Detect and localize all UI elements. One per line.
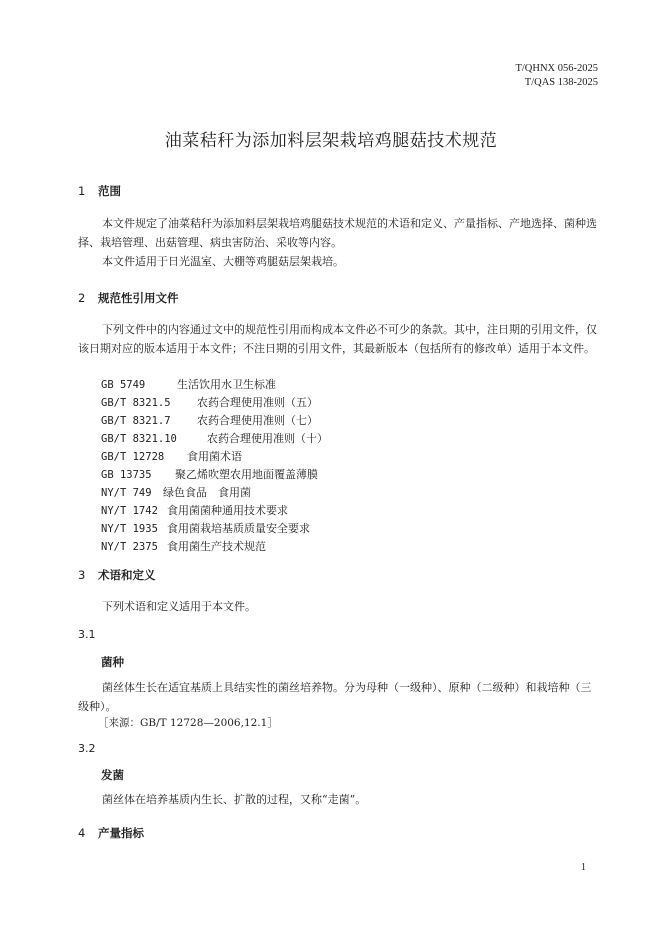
document-title: 油菜秸秆为添加料层架栽培鸡腿菇技术规范 — [164, 131, 498, 151]
reference-item — [101, 412, 318, 428]
reference-code: GB 13735 — [101, 469, 152, 481]
reference-title: 食用菌生产技术规范 — [167, 540, 266, 553]
section-title: 产量指标 — [98, 826, 144, 840]
section-number: 1 — [78, 184, 86, 198]
term-name: 菌种 — [101, 655, 124, 669]
reference-item — [101, 520, 310, 536]
standard-code: T/QAS 138-2025 — [524, 77, 598, 88]
section-title: 术语和定义 — [98, 568, 156, 582]
section-number: 3 — [78, 568, 86, 582]
reference-code: NY/T 1742 — [101, 505, 158, 517]
paragraph: 本文件适用于日光温室、大棚等鸡腿菇层架栽培。 — [102, 255, 344, 268]
reference-title: 食用菌栽培基质质量安全要求 — [167, 522, 310, 535]
reference-item — [101, 376, 276, 392]
reference-title: 食用菌术语 — [187, 450, 242, 463]
reference-code: GB/T 8321.7 — [101, 415, 171, 427]
reference-code: GB/T 8321.10 — [101, 433, 177, 445]
reference-item — [101, 466, 318, 482]
paragraph: 下列术语和定义适用于本文件。 — [102, 600, 256, 613]
reference-code: NY/T 1935 — [101, 523, 158, 535]
section-number: 4 — [78, 826, 86, 840]
term-definition: 菌丝体在培养基质内生长、扩散的过程，又称“走菌”。 — [102, 793, 367, 806]
paragraph: 下列文件中的内容通过文中的规范性引用而构成本文件必不可少的条款。其中，注日期的引用文件，仅该日期对应的版本适用于本文件；不注日期的引用文件，其最新版本（包括所有的修改单）适用于本文件。 — [78, 323, 597, 355]
reference-item — [101, 502, 288, 518]
paragraph: 本文件规定了油菜秸秆为添加料层架栽培鸡腿菇技术规范的术语和定义、产量指标、产地选择、菌种选择、栽培管理、出菇管理、病虫害防治、采收等内容。 — [78, 217, 597, 249]
reference-code: NY/T 2375 — [101, 541, 158, 553]
reference-title: 绿色食品 食用菌 — [163, 486, 251, 499]
reference-code: GB 5749 — [101, 379, 146, 391]
reference-code: GB/T 12728 — [101, 451, 165, 463]
clause-number: 3.2 — [78, 742, 96, 755]
section-number: 2 — [78, 291, 86, 305]
reference-item — [101, 448, 242, 464]
reference-title: 农药合理使用准则（五） — [197, 396, 318, 409]
term-name: 发菌 — [101, 768, 124, 782]
standard-code: T/QHNX 056-2025 — [515, 63, 598, 74]
reference-title: 食用菌菌种通用技术要求 — [167, 504, 288, 517]
reference-title: 农药合理使用准则（十） — [207, 432, 328, 445]
section-heading-yield — [78, 825, 144, 841]
reference-item — [101, 394, 318, 410]
page-number: 1 — [581, 862, 586, 873]
section-title: 规范性引用文件 — [98, 291, 179, 305]
term-definition: 菌丝体生长在适宜基质上具结实性的菌丝培养物。分为母种（一级种）、原种（二级种）和栽培种（三级种）。 — [78, 681, 592, 713]
reference-item — [101, 538, 266, 554]
reference-title: 农药合理使用准则（七） — [197, 414, 318, 427]
reference-code: NY/T 749 — [101, 487, 152, 499]
section-heading-scope — [78, 183, 121, 199]
reference-code: GB/T 8321.5 — [101, 397, 171, 409]
section-heading-normative — [78, 290, 179, 306]
reference-title: 生活饮用水卫生标准 — [177, 378, 276, 391]
reference-title: 聚乙烯吹塑农用地面覆盖薄膜 — [175, 468, 318, 481]
section-title: 范围 — [98, 184, 121, 198]
reference-item — [101, 430, 328, 446]
section-heading-terms — [78, 567, 156, 583]
term-source: ［来源：GB/T 12728—2006,12.1］ — [98, 717, 278, 729]
reference-item — [101, 484, 251, 500]
clause-number: 3.1 — [78, 628, 96, 641]
